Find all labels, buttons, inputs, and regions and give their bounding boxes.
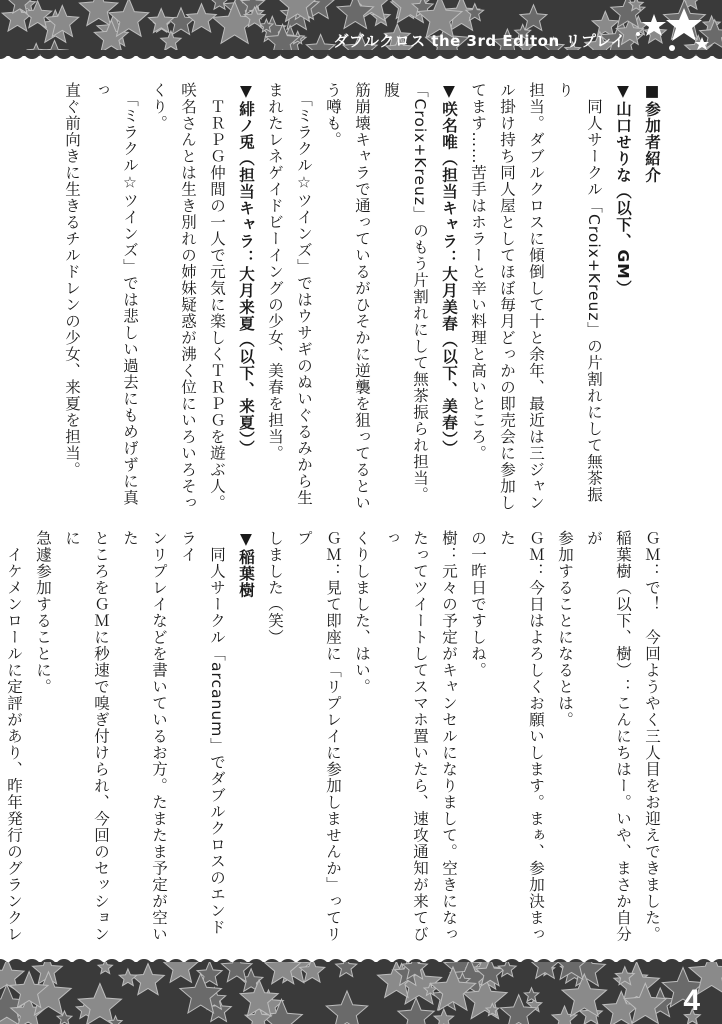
scallop-bump xyxy=(39,50,57,59)
scallop-bump xyxy=(359,50,377,59)
scallop-bump xyxy=(375,50,393,59)
text-line: 担当。ダブルクロスに傾倒して十と余年、最近は三ジャン xyxy=(527,82,545,511)
decorative-star-icon xyxy=(434,1009,454,1024)
scallop-bump xyxy=(407,50,425,59)
scallop-bump xyxy=(167,50,185,59)
scallop-bump xyxy=(7,50,25,59)
scallop-bump xyxy=(455,50,473,59)
text-line: 同人サークル「Croix+Kreuz」の片割れにして無茶振り xyxy=(556,82,603,503)
scallop-bump xyxy=(551,50,569,59)
text-line: ところをＧＭに秒速で嗅ぎ付けられ、今回のセッションに xyxy=(63,530,110,943)
text-line: 筋崩壊キャラで通っているがひそかに逆襲を狙ってるとい xyxy=(353,82,371,511)
text-line: まれたレネゲイドビーイングの少女、美春を担当。 xyxy=(266,82,284,462)
section-heading: ■参加者紹介 xyxy=(643,82,661,184)
scallop-bump xyxy=(343,50,361,59)
scallop-bump xyxy=(135,50,153,59)
participant-name: ▼咲名唯（担当キャラ：大月美春（以下、美春）） xyxy=(440,82,458,457)
decorative-star-icon xyxy=(163,962,198,982)
text-line: イケメンロールに定評があり、昨年発行のグランクレ xyxy=(5,546,23,943)
scallop-bump xyxy=(503,50,521,59)
scallop-edge-top xyxy=(0,50,722,62)
text-line: の一昨日ですしね。 xyxy=(469,530,487,679)
scallop-bump xyxy=(487,50,505,59)
decorative-star-icon xyxy=(187,4,217,32)
text-line: ＧＭ：今日はよろしくお願いします。まぁ、参加決まった xyxy=(498,530,545,943)
decorative-star-icon xyxy=(161,31,181,50)
upper-text-column xyxy=(57,82,666,512)
scallop-bump xyxy=(439,50,457,59)
text-line: たってツイートしてスマホ置いたら、速攻通知が来てびっ xyxy=(382,530,429,943)
scallop-bump xyxy=(263,50,281,59)
text-line: ＴＲＰＧ仲間の一人で元気に楽しくＴＲＰＧを遊ぶ人。 xyxy=(208,82,226,511)
scallop-bump xyxy=(199,50,217,59)
scallop-bump xyxy=(295,50,313,59)
text-line: てます……苦手はホラーと辛い料理と高いところ。 xyxy=(469,82,487,462)
stars-icon xyxy=(624,4,714,56)
scallop-bump xyxy=(599,50,617,59)
text-line: 急遽参加することに。 xyxy=(34,530,52,695)
scallop-bump xyxy=(23,50,41,59)
text-line: しました（笑） xyxy=(266,530,284,646)
text-line: 稲葉樹（以下、樹）：こんにちはー。いや、まさか自分が xyxy=(585,530,632,943)
scallop-bump xyxy=(391,50,409,59)
scallop-bump xyxy=(87,50,105,59)
text-line: くりしました、はい。 xyxy=(353,530,371,695)
scallop-bump xyxy=(231,50,249,59)
scallop-bump xyxy=(55,50,73,59)
participant-name: ▼山口せりな（以下、GM） xyxy=(614,82,632,297)
scallop-bump xyxy=(327,50,345,59)
text-line: ンリプレイなどを書いているお方。たまたま予定が空いた xyxy=(121,530,168,943)
text-line: 参加することになるとは。 xyxy=(556,530,574,728)
scallop-bump xyxy=(151,50,169,59)
scallop-bump xyxy=(183,50,201,59)
text-line: 「ミラクル☆ツインズ」ではウサギのぬいぐるみから生 xyxy=(295,82,313,506)
decorative-star-icon xyxy=(524,988,539,1002)
text-line: 同人サークル「arcanum」でダブルクロスのエンドライ xyxy=(179,530,226,936)
scallop-bump xyxy=(519,50,537,59)
decorative-star-icon xyxy=(336,962,357,977)
decorative-star-icon xyxy=(98,962,113,974)
decorative-star-icon xyxy=(132,964,165,995)
decorative-star-icon xyxy=(119,969,137,986)
scallop-bump xyxy=(535,50,553,59)
lower-text-column xyxy=(0,530,666,950)
decorative-star-icon xyxy=(326,991,368,1024)
text-line: 直ぐ前向きに生きるチルドレンの少女、来夏を担当。 xyxy=(63,82,81,478)
text-line: ＧＭ：見て即座に「リプレイに参加しませんか」ってリプ xyxy=(295,530,342,943)
text-line: う噂も。 xyxy=(324,82,342,148)
scallop-bump xyxy=(583,50,601,59)
scallop-bump xyxy=(279,50,297,59)
star-pattern-bottom xyxy=(0,962,722,1024)
scallop-bump xyxy=(71,50,89,59)
page-body xyxy=(5,82,666,950)
scallop-bump xyxy=(311,50,329,59)
text-line: 「Croix+Kreuz」のもう片割れにして無茶振られ担当。腹 xyxy=(382,82,429,503)
scallop-bump xyxy=(423,50,441,59)
page-header-title: ダブルクロス the 3rd Editon リプレイ xyxy=(333,32,626,50)
scallop-bump xyxy=(247,50,265,59)
page-number: 4 xyxy=(683,984,700,1017)
participant-name: ▼稲葉樹 xyxy=(237,530,255,599)
scallop-bump xyxy=(567,50,585,59)
text-line: 「ミラクル☆ツインズ」では悲しい過去にもめげずに真っ xyxy=(92,82,139,506)
footer-band xyxy=(0,962,722,1024)
scallop-bump xyxy=(215,50,233,59)
participant-name: ▼緋ノ兎（担当キャラ：大月来夏（以下、来夏）） xyxy=(237,82,255,457)
text-line: 咲名さんとは生き別れの姉妹疑惑が沸く位にいろいろそっ xyxy=(179,82,197,511)
decorative-star-icon xyxy=(530,962,560,978)
scallop-bump xyxy=(119,50,137,59)
scallop-bump xyxy=(103,50,121,59)
text-line: ル掛け持ち同人屋としてほぼ毎月どっかの即売会に参加し xyxy=(498,82,516,511)
text-line: 樹：元々の予定がキャンセルになりまして。空きになっ xyxy=(440,530,458,943)
text-line: ＧＭ：で！ 今回ようやく三人目をお迎えできました。 xyxy=(643,530,661,943)
scallop-bump xyxy=(471,50,489,59)
text-line: くり。 xyxy=(150,82,168,132)
